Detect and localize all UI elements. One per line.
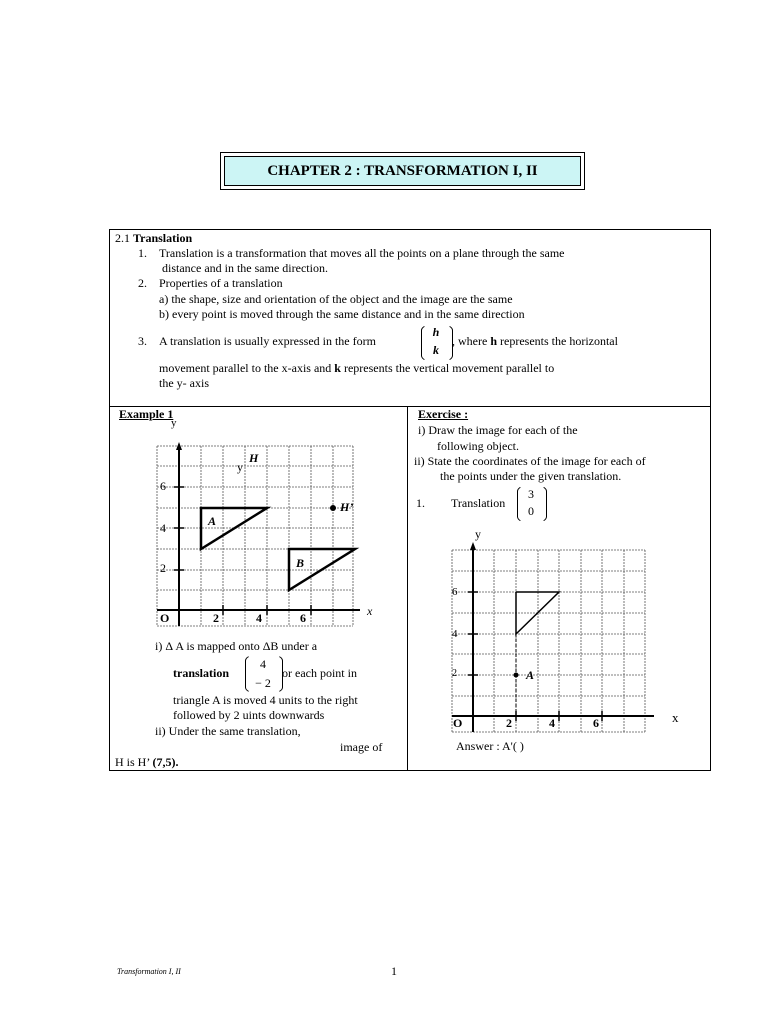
exercise-vector xyxy=(517,486,545,520)
item-3-horizontal: represents the horizontal xyxy=(500,334,618,348)
item-3-bold-h: h xyxy=(490,334,498,348)
example-y-tick-6: 6 xyxy=(160,479,166,493)
table-divider-vertical xyxy=(407,406,408,770)
item-2a: a) the shape, size and orientation of the object and the image are the same xyxy=(159,292,513,306)
exercise-y-tick-4: 4 xyxy=(452,628,458,640)
example-line-1: i) Δ A is mapped onto ΔB under a xyxy=(155,639,318,653)
exercise-x-label: x xyxy=(672,710,679,725)
exercise-origin: O xyxy=(453,716,463,730)
point-H-prime xyxy=(330,505,336,511)
label-A: A xyxy=(208,514,217,528)
example-answer-coordinate: (7,5). xyxy=(152,755,179,769)
example-small-y-label: y xyxy=(237,460,243,474)
item-2-line-1: Properties of a translation xyxy=(159,276,283,290)
example-line-7-pre: H is H’ xyxy=(115,755,150,769)
table-divider-horizontal xyxy=(109,406,710,407)
exercise-y-tick-2: 2 xyxy=(452,668,457,679)
example-line-6: image of xyxy=(340,740,383,754)
item-3-where: , where xyxy=(452,334,488,348)
example-line-5: ii) Under the same translation, xyxy=(155,724,301,738)
example-line-7 xyxy=(115,755,178,770)
exercise-vector-bottom: 0 xyxy=(528,504,534,518)
item-2b: b) every point is moved through the same distance and in the same direction xyxy=(159,307,525,321)
vector-h: h xyxy=(432,325,440,339)
chapter-title: CHAPTER 2 : TRANSFORMATION I, II xyxy=(224,156,581,186)
section-number: 2.1 xyxy=(115,231,130,245)
hk-vector xyxy=(421,323,451,359)
exercise-heading: Exercise : xyxy=(418,407,469,421)
example-heading: Example 1 xyxy=(119,407,174,421)
label-H-prime: H’ xyxy=(340,500,354,514)
example-origin: O xyxy=(160,611,170,625)
exercise-x-tick-4: 4 xyxy=(549,716,555,730)
exercise-x-tick-6: 6 xyxy=(593,716,599,730)
example-x-tick-2: 2 xyxy=(213,611,219,625)
example-line-4: followed by 2 uints downwards xyxy=(173,708,325,722)
item-3-line-2-pre: movement parallel to the x-axis and xyxy=(159,361,332,375)
item-3-line-3: the y- axis xyxy=(159,376,209,390)
label-H: H xyxy=(249,451,259,465)
item-3-text-post xyxy=(452,334,618,349)
exercise-i-line-2: following object. xyxy=(437,439,519,453)
example-y-tick-2: 2 xyxy=(160,561,166,575)
exercise-y-tick-6: 6 xyxy=(452,586,458,598)
exercise-ii-line-1: ii) State the coordinates of the image for each of xyxy=(414,454,646,468)
exercise-answer: Answer : A'( ) xyxy=(456,739,524,753)
example-translation-word: translation xyxy=(173,666,230,680)
example-x-tick-4: 4 xyxy=(256,611,262,625)
exercise-label-A: A xyxy=(526,668,535,682)
example-line-3: triangle A is moved 4 units to the right xyxy=(173,693,358,707)
item-3-bold-k: k xyxy=(334,361,341,375)
exercise-point-A xyxy=(514,673,519,678)
item-1-line-2: distance and in the same direction. xyxy=(162,261,328,275)
item-3-line-2 xyxy=(159,361,554,376)
label-B: B xyxy=(296,556,305,570)
exercise-y-arrow xyxy=(470,542,476,550)
item-3-text-pre: A translation is usually expressed in the form xyxy=(159,334,376,348)
item-1-line-1: Translation is a transformation that moves all the points on a plane through the same xyxy=(159,246,565,260)
exercise-graph xyxy=(444,536,664,736)
exercise-y-label: y xyxy=(475,527,481,541)
chapter-title-box xyxy=(220,152,585,190)
exercise-ii-line-2: the points under the given translation. xyxy=(440,469,622,483)
vector-k: k xyxy=(433,343,439,357)
item-3-line-2-post: represents the vertical movement parallel to xyxy=(343,361,555,375)
exercise-x-tick-2: 2 xyxy=(506,716,512,730)
footer-title: Transformation I, II xyxy=(117,967,181,976)
item-2-number: 2. xyxy=(138,276,147,290)
example-y-tick-4: 4 xyxy=(160,521,166,535)
page-number: 1 xyxy=(391,964,397,978)
exercise-i-line-1: i) Draw the image for each of the xyxy=(418,423,578,437)
item-1-number: 1. xyxy=(138,246,147,260)
section-title: Translation xyxy=(133,231,193,245)
exercise-q1-text: Translation xyxy=(451,496,506,510)
example-vector-top: 4 xyxy=(260,657,266,671)
exercise-grid xyxy=(452,550,645,732)
example-grid xyxy=(157,446,353,626)
example-vector xyxy=(245,655,281,693)
item-3-number: 3. xyxy=(138,334,147,348)
exercise-q1-number: 1. xyxy=(416,496,425,510)
exercise-vector-top: 3 xyxy=(528,487,534,501)
example-y-label: y xyxy=(171,417,177,429)
section-heading xyxy=(115,231,192,246)
example-vector-bottom: − 2 xyxy=(255,676,271,690)
example-after-vector: or each point in xyxy=(282,666,357,680)
example-x-tick-6: 6 xyxy=(300,611,306,625)
example-x-label: x xyxy=(367,604,373,618)
